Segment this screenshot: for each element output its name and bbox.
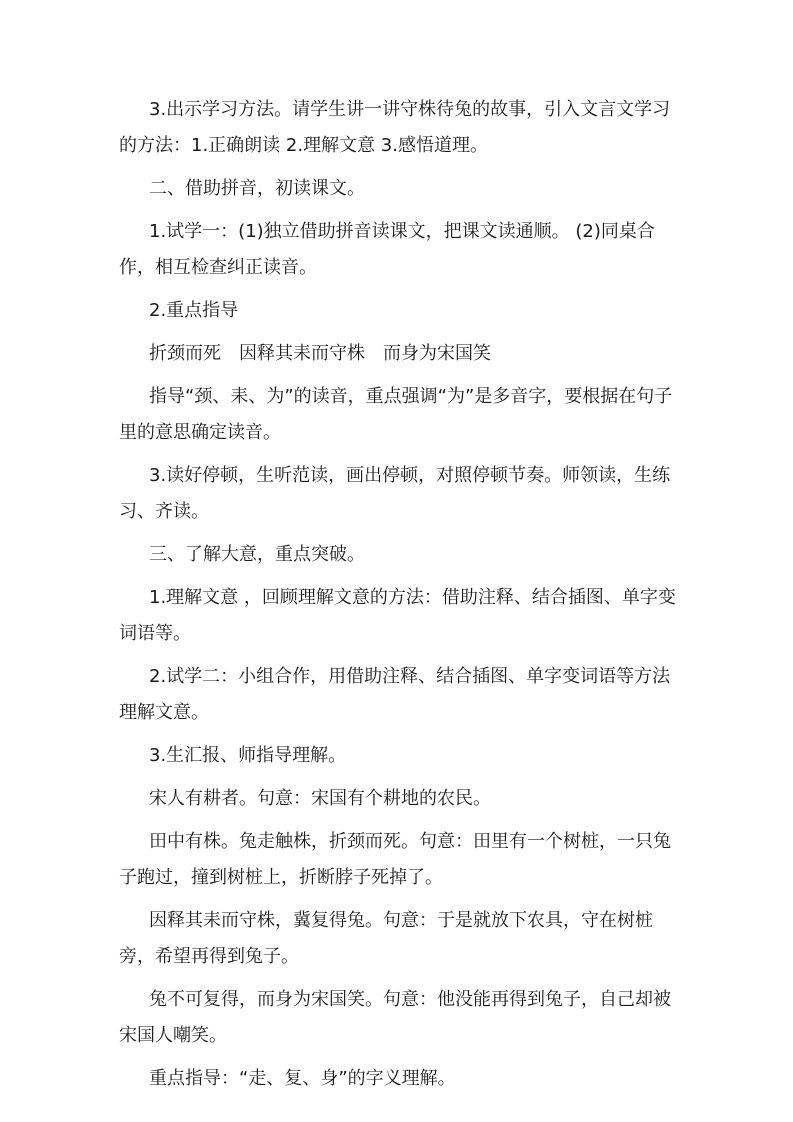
section-heading-understand-meaning: 三、了解大意，重点突破。 xyxy=(149,544,365,565)
paragraph-study-method: 3.出示学习方法。请学生讲一讲守株待兔的故事，引入文言文学习的方法：1.正确朗读 2.理解文意 3.感悟道理。 xyxy=(119,99,671,156)
paragraph-key-guidance: 2.重点指导 xyxy=(149,300,239,321)
paragraph-sentence-3: 因释其耒而守株，冀复得兔。句意：于是就放下农具，守在树桩旁，希望再得到兔子。 xyxy=(119,910,653,967)
paragraph-key-phrases: 折颈而死 因释其耒而守株 而身为宋国笑 xyxy=(149,343,491,364)
paragraph-sentence-4: 兔不可复得，而身为宋国笑。句意：他没能再得到兔子，自己却被宋国人嘲笑。 xyxy=(119,989,671,1046)
paragraph-trial-one: 1.试学一：(1)独立借助拼音读课文，把课文读通顺。 (2)同桌合作，相互检查纠正读音。 xyxy=(119,221,655,278)
paragraph-sentence-1: 宋人有耕者。句意：宋国有个耕地的农民。 xyxy=(149,788,491,809)
paragraph-sentence-2: 田中有株。兔走触株，折颈而死。句意：田里有一个树桩，一只兔子跑过，撞到树桩上，折断脖子死掉了。 xyxy=(119,831,671,888)
paragraph-understand-text: 1.理解文意 ，回顾理解文意的方法：借助注释、结合插图、单字变词语等。 xyxy=(119,587,676,644)
section-heading-pinyin-reading: 二、借助拼音，初读课文。 xyxy=(149,178,365,199)
paragraph-trial-two: 2.试学二：小组合作，用借助注释、结合插图、单字变词语等方法理解文意。 xyxy=(119,666,671,723)
paragraph-pause-reading: 3.读好停顿，生听范读，画出停顿，对照停顿节奏。师领读，生练习、齐读。 xyxy=(119,465,671,522)
paragraph-word-meaning-guidance: 重点指导：“走、复、身”的字义理解。 xyxy=(149,1068,456,1089)
paragraph-student-report: 3.生汇报、师指导理解。 xyxy=(149,745,347,766)
paragraph-pronunciation-guidance: 指导“颈、耒、为”的读音，重点强调“为”是多音字，要根据在句子里的意思确定读音。 xyxy=(119,386,673,443)
document-page xyxy=(119,92,679,1104)
